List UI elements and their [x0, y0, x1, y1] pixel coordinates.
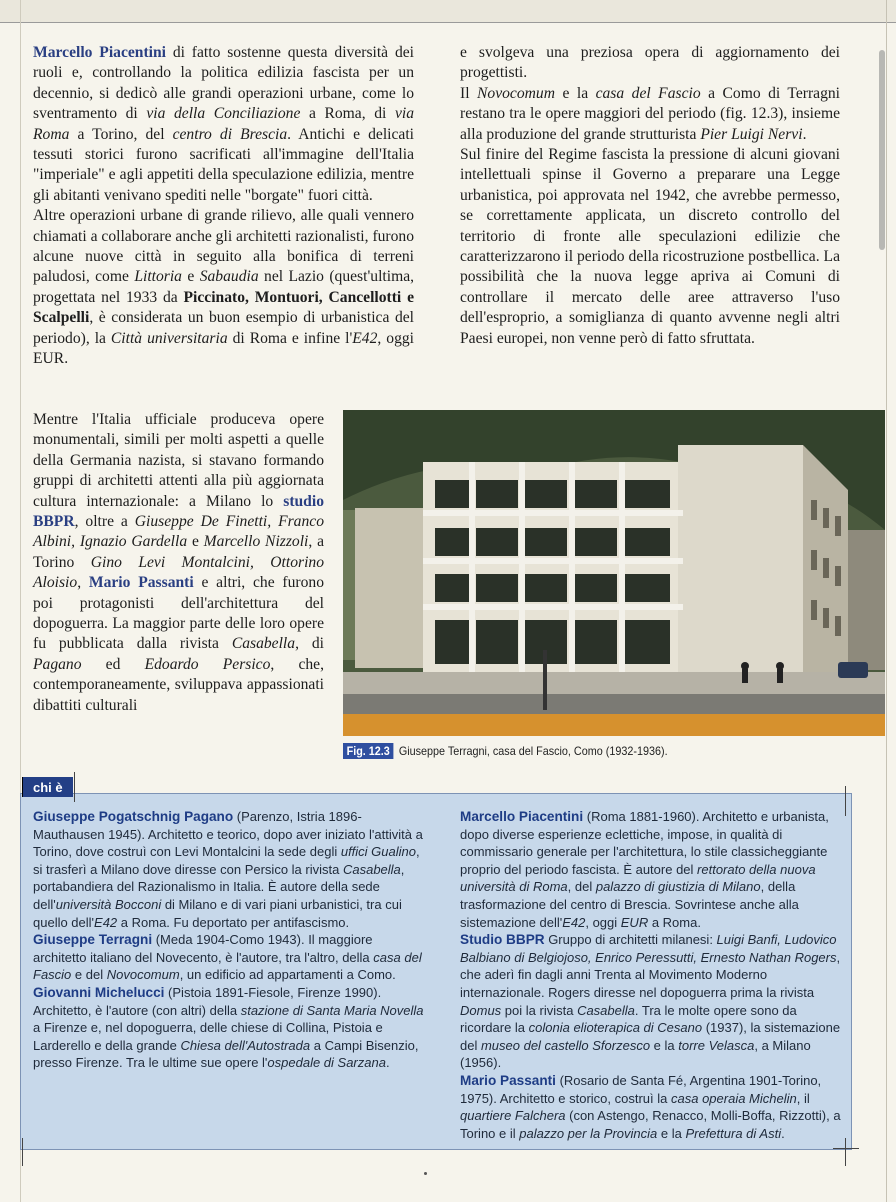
left-text-column: [33, 43, 414, 370]
italic-run: casa del Fascio: [33, 949, 422, 983]
italic-run: Chiesa dell'Autostrada: [180, 1037, 311, 1053]
text-run: , oggi: [585, 914, 621, 930]
italic-run: Città universitaria: [110, 329, 228, 347]
italic-run: E42: [562, 914, 586, 930]
text-run: Gruppo di architetti milanesi:: [544, 932, 717, 948]
italic-run: ospedale di Sarzana: [267, 1055, 386, 1071]
page-dot: [424, 1172, 427, 1175]
text-run: .: [802, 125, 807, 143]
italic-run: Prefettura di Asti: [685, 1125, 782, 1141]
italic-run: torre Velasca: [678, 1037, 755, 1053]
italic-run: Sabaudia: [199, 268, 259, 286]
italic-run: palazzo di giustizia di Milano: [595, 879, 761, 895]
text-run: , oggi EUR.: [33, 329, 414, 368]
text-run: (Rosario de Santa Fé, Argentina 1901-Torino, 1975). Architetto e storico, costruì la: [460, 1072, 822, 1106]
text-run: . Tra le molte opere sono da ricordare la: [460, 1002, 797, 1036]
italic-run: casa operaia Michelin: [671, 1090, 797, 1106]
text-run: , oltre a: [74, 513, 135, 531]
italic-run: palazzo per la Provincia: [519, 1125, 658, 1141]
text-run: Mentre l'Italia ufficiale produceva opere monumentali, simili per molti aspetti a quelle della Germania nazista, si stavano formando gruppi di architetti attenti alla più aggiornata cultura internazionale: a Milano lo: [33, 411, 324, 510]
photo-casa-del-fascio: [343, 410, 885, 736]
figure-tag: Fig. 12.3: [343, 743, 393, 759]
italic-run: Casabella: [577, 1002, 635, 1018]
paragraph: [33, 206, 414, 369]
italic-run: Littoria: [134, 268, 182, 286]
text-run: (Parenzo, Istria 1896-Mauthausen 1945). Architetto e teorico, dopo aver iniziato l'attività a Torino, dove costruì con Levi Montalcini la sede degli: [33, 809, 423, 860]
text-run: a Roma, di: [300, 105, 395, 123]
text-run: Altre operazioni urbane di grande rilievo, alle quali vennero chiamati a collaborare anche gli architetti razionalisti, furono alcune nuove città in seguito alla bonifica di terreni paludosi, come: [33, 207, 415, 286]
text-run: , che aderì fin dagli anni Trenta al Movimento Moderno internazionale. Rogers diresse nel dopoguerra prima la rivista: [460, 949, 841, 1000]
text-run: Il: [460, 84, 478, 102]
bio-name: Giovanni Michelucci: [33, 984, 165, 1000]
text-run: e la: [657, 1125, 686, 1141]
text-run: di Roma e infine l': [227, 329, 353, 347]
text-run: e la: [554, 84, 596, 102]
text-run: a Roma.: [648, 914, 701, 930]
text-run: , che, contemporaneamente, sviluppava appassionati dibattiti culturali: [33, 655, 324, 714]
italic-run: via Roma: [33, 105, 415, 143]
chi-e-box-title: chi è: [22, 777, 73, 797]
italic-run: colonia elioterapica di Cesano: [528, 1020, 703, 1036]
highlighted-name: studio BBPR: [33, 492, 324, 531]
italic-run: Luigi Banfi, Ludovico Balbiano di Belgiojoso, Enrico Peressutti, Ernesto Nathan Rogers: [460, 932, 837, 965]
italic-run: via della Conciliazione: [146, 105, 301, 123]
text-run: , portabandiera del Razionalismo in Italia. È autore della sede dell': [33, 861, 405, 912]
italic-run: rettorato della nuova università di Roma: [460, 861, 816, 895]
italic-run: quartiere Falchera: [460, 1108, 566, 1124]
italic-run: E42: [352, 329, 378, 347]
crop-mark: [22, 1138, 23, 1166]
italic-run: EUR: [620, 914, 649, 930]
text-run: .: [781, 1125, 785, 1141]
italic-run: uffici Gualino: [340, 844, 416, 860]
paragraph: [460, 145, 840, 349]
text-run: poi la rivista: [501, 1002, 578, 1018]
italic-run: Gino Levi Montalcini, Ottorino Aloisio: [33, 553, 324, 592]
bio-name: Mario Passanti: [460, 1072, 556, 1088]
text-run: , il: [796, 1090, 810, 1106]
text-run: ed: [81, 655, 145, 673]
italic-run: stazione di Santa Maria Novella: [240, 1002, 424, 1018]
text-run: .: [385, 1055, 390, 1071]
text-run: , è considerata un buon esempio di urbanistica del periodo), la: [33, 309, 414, 347]
text-run: e la: [650, 1037, 679, 1053]
italic-run: centro di Brescia: [172, 125, 288, 143]
crop-mark: [845, 786, 846, 816]
crop-mark: [845, 1138, 846, 1166]
italic-run: università Bocconi: [55, 896, 162, 912]
text-run: , di: [295, 635, 324, 653]
paragraph: [33, 43, 414, 206]
text-run: a Roma. Fu deportato per antifascismo.: [117, 914, 350, 930]
bio-name: Giuseppe Pogatschnig Pagano: [33, 809, 234, 824]
italic-run: Pier Luigi Nervi: [700, 125, 803, 143]
italic-run: Pagano: [33, 655, 82, 673]
bio-name: Giuseppe Terragni: [33, 932, 153, 948]
bio-entry: [460, 808, 844, 931]
text-run: e: [181, 268, 200, 286]
text-run: , a Torino: [33, 533, 325, 571]
right-text-column: [460, 43, 840, 349]
text-run: e: [187, 533, 204, 551]
chi-e-right-column: [460, 808, 844, 1142]
text-run: , un edificio ad appartamenti a Como.: [179, 967, 396, 983]
page-right-edge: [886, 0, 887, 1202]
figure-caption: [343, 744, 668, 758]
italic-run: Giuseppe De Finetti, Franco Albini, Ignazio Gardella: [33, 513, 324, 551]
page-top-edge: [0, 0, 896, 23]
text-run: (1937), la sistemazione del: [460, 1020, 841, 1053]
figure-caption-text: Giuseppe Terragni, casa del Fascio, Como (1932-1936).: [398, 744, 668, 758]
highlighted-name: Marcello Piacentini: [33, 44, 166, 61]
italic-run: Edoardo Persico: [144, 655, 271, 673]
text-run: di fatto sostenne questa diversità dei ruoli e, controllando la politica edilizia fascista per un decennio, si dedicò alle grandi operazioni urbane, come lo sventramento di: [33, 44, 414, 123]
text-run: a Como di Terragni restano tra le opere maggiori del periodo (fig. 12.3), insieme alla produzione del grande strutturista: [460, 84, 841, 143]
italic-run: casa del Fascio: [595, 84, 701, 102]
text-run: di Milano e di vari piani urbanistici, tra cui quello dell': [33, 896, 402, 930]
paragraph: [460, 84, 840, 145]
italic-run: Casabella: [231, 635, 296, 653]
highlighted-name: Mario Passanti: [88, 574, 194, 592]
bio-entry: [460, 931, 844, 1072]
text-run: (con Astengo, Renacco, Molli-Boffa, Rizzotti), a Torino e il: [460, 1108, 841, 1141]
text-run: ,: [77, 574, 89, 592]
crop-mark: [74, 772, 75, 802]
text-run: nel Lazio (quest'ultima, progettata nel 1933 da: [33, 268, 415, 306]
text-run: e del: [71, 967, 107, 983]
text-run: , a Milano (1956).: [460, 1037, 811, 1071]
bio-entry: [33, 931, 425, 984]
scrollbar-thumb[interactable]: [879, 50, 885, 250]
text-run: a Firenze e, nel dopoguerra, delle chiese di Collina, Pistoia e Larderello e della grande: [33, 1020, 383, 1053]
bio-entry: [33, 808, 425, 931]
text-run: . Antichi e delicati tessuti storici furono sacrificati all'immagine dell'Italia "imperiale" e agli appetiti della speculazione edilizia, mentre gli abitanti venivano spediti nelle "borgate" fuori città.: [33, 125, 414, 204]
text-run: (Pistoia 1891-Fiesole, Firenze 1990). Architetto, è l'autore (con altri) della: [33, 984, 382, 1018]
paragraph: [460, 43, 840, 84]
text-run: e altri, che furono poi protagonisti dell'architettura del dopoguerra. La maggior parte delle loro opere fu pubblicata dalla rivista: [33, 574, 324, 653]
italic-run: Novocomum: [106, 967, 180, 983]
italic-run: Novocomum: [477, 84, 555, 102]
text-run: a Campi Bisenzio, presso Firenze. Tra le ultime sue opere l': [33, 1037, 419, 1071]
text-run: Sul finire del Regime fascista la pressione di alcuni giovani intellettuali spinse il Governo a preparare una Legge urbanistica, poi approvata nel 1942, che avrebbe permesso, se correttamente applicata, un discreto controllo del territorio di fronte alle speculazioni edilizie che caratterizzarono il periodo della ricostruzione postbellica. La possibilità che la nuova legge apriva ai Comuni di controllare il mercato delle aree attraverso l'uso dell'esproprio, a somiglianza di quanto avvenne negli altri Paesi europei, non venne però di fatto sfruttata.: [460, 146, 840, 347]
italic-run: Marcello Nizzoli: [203, 533, 309, 551]
text-run: , della trasformazione del centro di Brescia. Sovrintese anche alla sistemazione dell': [460, 879, 799, 930]
bold-run: Piccinato, Montuori, Cancellotti e Scalpelli: [33, 288, 414, 327]
italic-run: Casabella: [342, 861, 401, 877]
bio-name: Studio BBPR: [460, 932, 545, 948]
narrow-text-column: [33, 410, 324, 716]
bio-entry: [33, 984, 425, 1072]
text-run: a Torino, del: [69, 125, 173, 143]
crop-mark: [833, 1148, 859, 1149]
italic-run: E42: [94, 914, 118, 930]
text-run: , si trasferì a Milano dove diresse con Persico la rivista: [33, 844, 420, 877]
italic-run: Domus: [460, 1002, 502, 1018]
italic-run: museo del castello Sforzesco: [480, 1037, 651, 1053]
bio-name: Marcello Piacentini: [460, 809, 584, 824]
text-run: (Meda 1904-Como 1943). Il maggiore architetto italiano del Novecento, è l'autore, tra l'altro, della: [33, 932, 374, 965]
text-run: e svolgeva una preziosa opera di aggiornamento dei progettisti.: [460, 44, 840, 82]
chi-e-left-column: [33, 808, 425, 1072]
text-run: , del: [567, 879, 596, 895]
text-run: (Roma 1881-1960). Architetto e urbanista, dopo diverse esperienze eclettiche, impose, in qualità di commissario generale per l'architettura, lo stile classicheggiante proprio del periodo fascista. È autore del: [460, 809, 829, 877]
bio-entry: [460, 1072, 844, 1142]
paragraph: [33, 410, 324, 716]
